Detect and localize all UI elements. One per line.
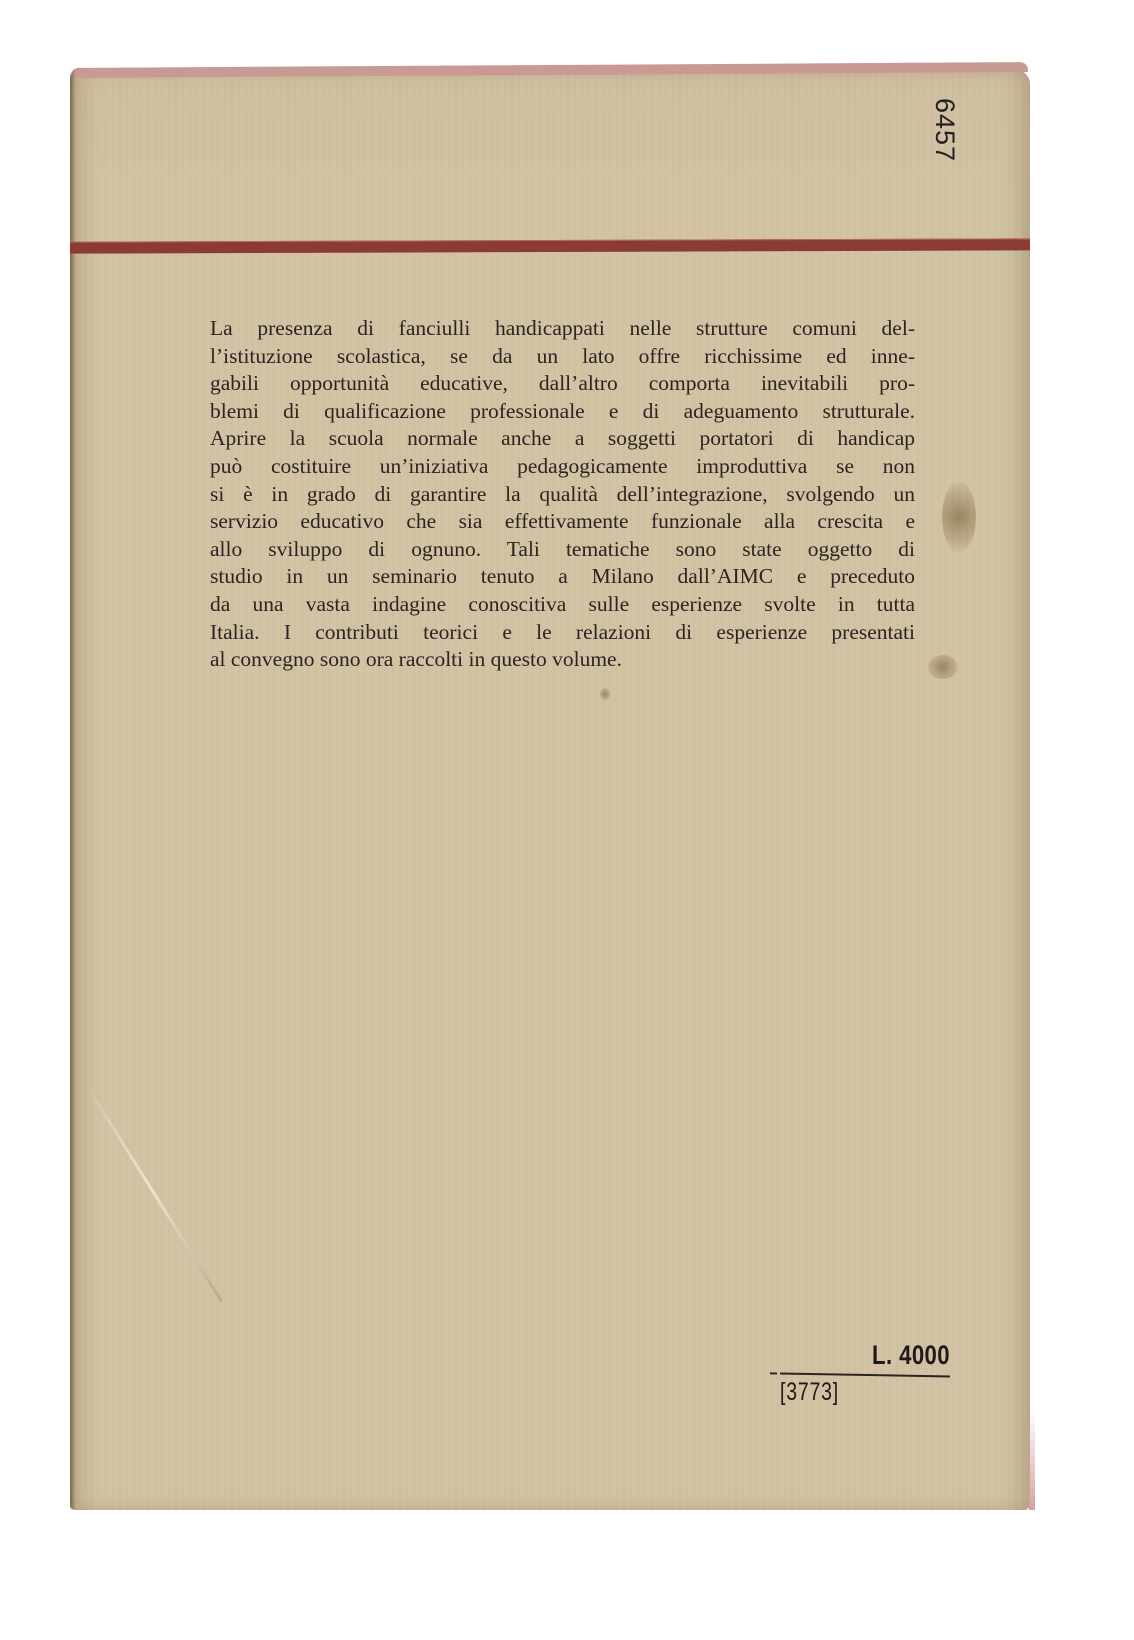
price-rule [780,1373,950,1378]
right-edge-pink [1029,1410,1035,1510]
price-label: L. 4000 [872,1340,950,1370]
catalog-code: [3773] [780,1378,839,1406]
catalog-number: 6457 [930,98,960,163]
price-block [780,1340,950,1407]
book-back-cover [70,70,1030,1510]
blurb-line: Italia. I contributi teorici e le relazioni di esperienze presentati [210,619,915,644]
spine-shadow [70,70,76,1510]
blurb-line: al convegno sono ora raccolti in questo volume. [210,647,622,672]
blurb-line: può costituire un’iniziativa pedagogicamente improduttiva se non [210,453,915,478]
blurb-line: da una vasta indagine conoscitiva sulle esperienze svolte in tutta [210,591,915,616]
blurb-line: studio in un seminario tenuto a Milano dall’AIMC e preceduto [210,564,915,589]
blurb-line: allo sviluppo di ognuno. Tali tematiche sono state oggetto di [210,536,915,561]
blurb-line: gabili opportunità educative, dall’altro comporta inevitabili pro- [210,371,915,396]
blurb-line: Aprire la scuola normale anche a soggetti portatori di handicap [210,426,915,451]
blurb-line: blemi di qualificazione professionale e di adeguamento strutturale. [210,398,915,423]
top-edge-pink [72,62,1028,78]
stain [928,655,958,679]
stain [600,688,610,700]
blurb-line: l’istituzione scolastica, se da un lato offre ricchissime ed inne- [210,343,915,368]
blurb-line: si è in grado di garantire la qualità dell’integrazione, svolgendo un [210,481,915,506]
decorative-band [70,238,1030,253]
blurb-text [210,315,915,674]
cover-crease [82,1080,222,1302]
blurb-line: La presenza di fanciulli handicappati nelle strutture comuni del- [210,316,915,340]
page-curl-background [60,1560,1060,1640]
blurb-line: servizio educativo che sia effettivamente funzionale alla crescita e [210,509,915,534]
stain [942,482,976,552]
